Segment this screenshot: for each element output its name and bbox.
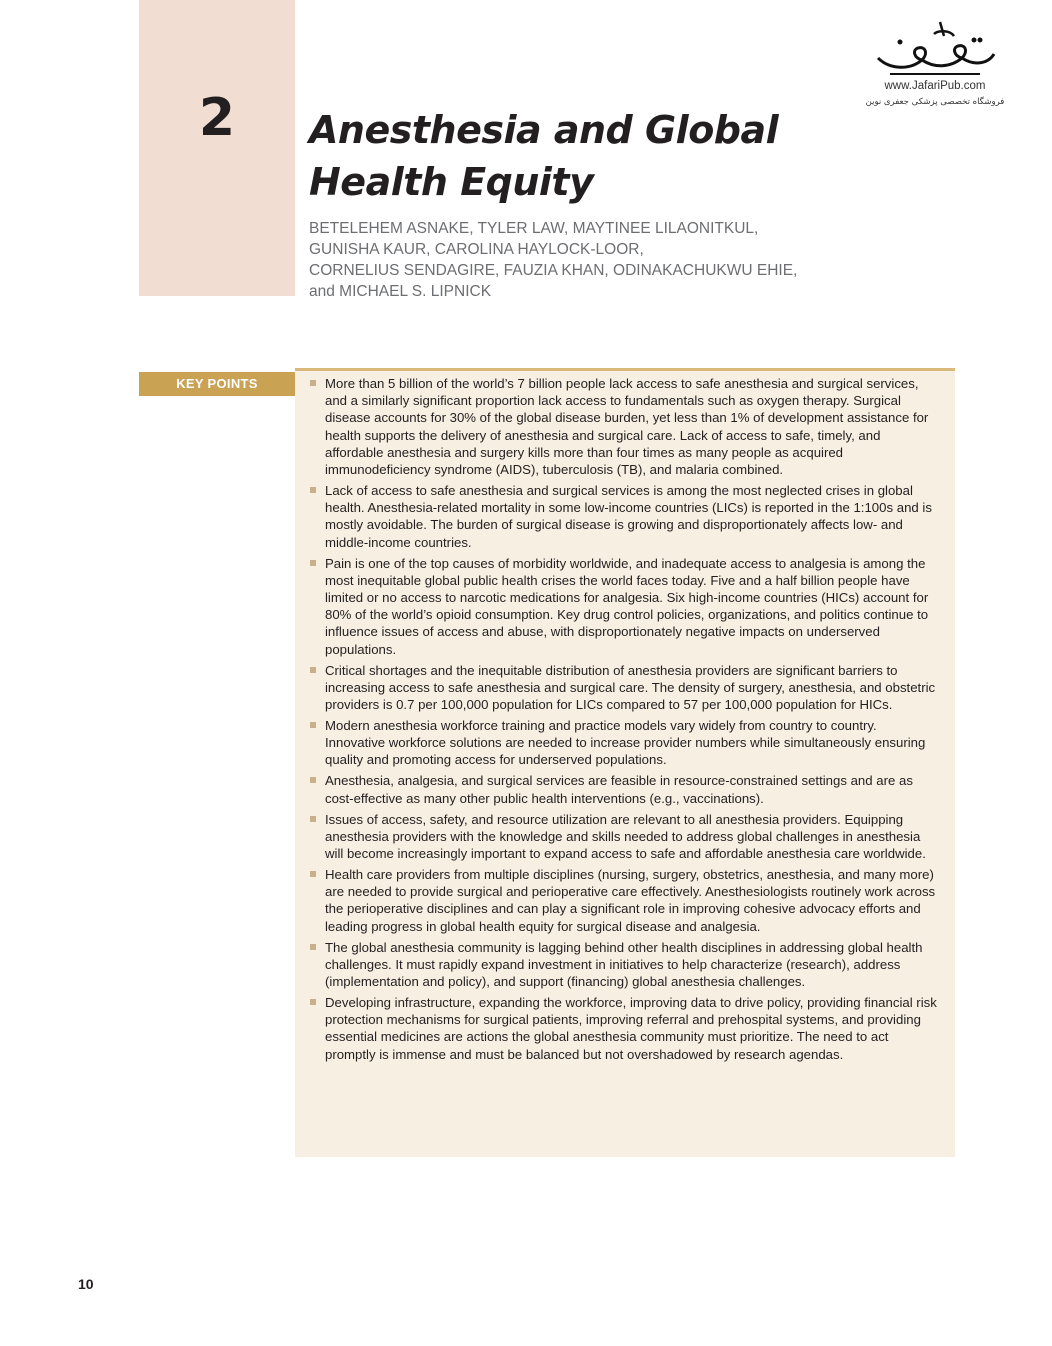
square-bullet-icon [310,487,316,493]
key-point-item [325,811,940,863]
key-point-item [325,939,940,991]
key-point-item [325,866,940,935]
chapter-band [139,0,295,296]
key-point-text: The global anesthesia community is lagging behind other health disciplines in addressing global health challenges. It must rapidly expand investment in initiatives to help characterize (research), address (implementation and policy), and support (financing) global anesthesia challenges. [325,939,923,990]
key-point-item [325,482,940,551]
square-bullet-icon [310,871,316,877]
key-point-item [325,555,940,658]
key-point-text: Anesthesia, analgesia, and surgical services are feasible in resource-constrained settings and are as cost-effective as many other public health interventions (e.g., vaccinations). [325,773,913,806]
chapter-title-line: Anesthesia and Global [309,108,779,152]
key-point-text: Critical shortages and the inequitable distribution of anesthesia providers are significant barriers to increasing access to safe anesthesia and surgical care. The density of surgery, anesthesia, and obstetric providers is 0.7 per 100,000 population for LICs compared to 57 per 100,000 population for HICs. [325,662,936,713]
square-bullet-icon [310,777,316,783]
key-point-item [325,662,940,714]
square-bullet-icon [310,944,316,950]
key-point-item [325,994,940,1063]
chapter-number: 2 [198,88,236,148]
logo-tagline: فروشگاه تخصصی پزشکی جعفری نوین [865,97,1005,107]
key-point-item [325,772,940,806]
calligraphy-logo-icon [870,18,1000,80]
logo-url: www.JafariPub.com [884,80,986,92]
square-bullet-icon [310,816,316,822]
key-point-text: Health care providers from multiple disciplines (nursing, surgery, obstetrics, anesthesia, and many more) are needed to provide surgical and perioperative care effectively. Anesthesiologists routinely work across the perioperative disciplines and can play a significant role in improving cohesive advocacy efforts and leading progress in global health equity for surgical disease and analgesia. [325,867,936,934]
chapter-title-line: Health Equity [309,160,594,204]
publisher-logo [850,18,1020,122]
key-point-text: Modern anesthesia workforce training and practice models vary widely from country to country. Innovative workforce solutions are needed to increase provider numbers while simultaneously ensuring quality and promoting access for underserved populations. [325,718,926,768]
square-bullet-icon [310,380,316,386]
page-number: 10 [78,1276,94,1292]
chapter-authors [309,218,829,302]
key-points-list [325,375,940,1067]
key-point-item [325,375,940,478]
square-bullet-icon [310,560,316,566]
key-point-text: Issues of access, safety, and resource utilization are relevant to all anesthesia providers. Equipping anesthesia providers with the knowledge and skills needed to address global challenges in anesthesia will become increasingly important to expand access to safe and affordable anesthesia care worldwide. [325,811,926,862]
author-line: BETELEHEM ASNAKE, TYLER LAW, MAYTINEE LILAONITKUL, [309,220,759,237]
chapter-title [309,104,829,208]
square-bullet-icon [310,667,316,673]
key-point-item [325,717,940,769]
key-point-text: Lack of access to safe anesthesia and surgical services is among the most neglected crises in global health. Anesthesia-related mortality in some low-income countries (LICs) is reported in the 1:100s and is mostly avoidable. The burden of surgical disease is growing and disproportionately affects low- and middle-income countries. [325,483,932,550]
author-line: GUNISHA KAUR, CAROLINA HAYLOCK-LOOR, [309,241,644,258]
key-point-text: More than 5 billion of the world’s 7 billion people lack access to safe anesthesia and surgical services, and a similarly significant proportion lack access to fundamentals such as oxygen therapy. Surgical disease accounts for 30% of the global disease burden, yet less than 1% of development assistance for health supports the delivery of anesthesia and surgical care. Lack of access to safe, timely, and affordable anesthesia and surgery kills more than four times as many people as acquired immunodeficiency syndrome (AIDS), tuberculosis (TB), and malaria combined. [325,376,929,478]
key-points-label: KEY POINTS [139,372,295,396]
square-bullet-icon [310,999,316,1005]
key-point-text: Developing infrastructure, expanding the workforce, improving data to drive policy, providing financial risk protection mechanisms for surgical patients, improving referral and prehospital systems, and providing essential medicines are actions the global anesthesia community must prioritize. The need to act promptly is immense and must be balanced but not overshadowed by research agendas. [325,995,937,1062]
key-point-text: Pain is one of the top causes of morbidity worldwide, and inadequate access to analgesia is among the most inequitable global public health crises the world faces today. Five and a half billion people have limited or no access to narcotic medications for analgesia. Six high-income countries (HICs) account for 80% of the world’s opioid consumption. Key drug control policies, organizations, and politics continue to influence issues of access and abuse, with disproportionately negative impacts on underserved populations. [325,555,929,657]
author-line: and MICHAEL S. LIPNICK [309,283,492,300]
square-bullet-icon [310,722,316,728]
author-line: CORNELIUS SENDAGIRE, FAUZIA KHAN, ODINAKACHUKWU EHIE, [309,262,798,279]
